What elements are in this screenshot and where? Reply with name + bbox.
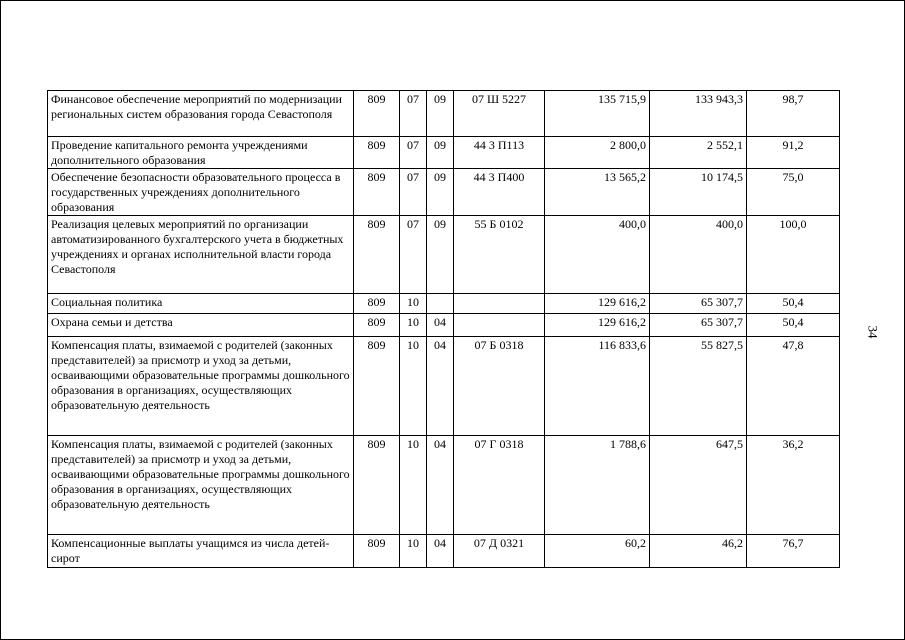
page-number: 34 xyxy=(865,325,881,339)
row-pct: 36,2 xyxy=(747,436,840,535)
row-pr: 04 xyxy=(427,314,454,337)
row-fact: 46,2 xyxy=(650,535,747,568)
table-row xyxy=(48,314,840,337)
row-pr: 04 xyxy=(427,436,454,535)
row-fact: 65 307,7 xyxy=(650,314,747,337)
table-row xyxy=(48,337,840,436)
row-pct: 50,4 xyxy=(747,294,840,314)
row-pct: 98,7 xyxy=(747,91,840,137)
row-pct: 47,8 xyxy=(747,337,840,436)
row-plan: 129 616,2 xyxy=(545,294,650,314)
row-vedom: 809 xyxy=(354,535,400,568)
row-pct: 91,2 xyxy=(747,137,840,169)
row-pr: 09 xyxy=(427,91,454,137)
row-name: Проведение капитального ремонта учреждениями дополнительного образования xyxy=(48,137,354,169)
row-vedom: 809 xyxy=(354,91,400,137)
row-rz: 07 xyxy=(400,169,427,216)
row-plan: 135 715,9 xyxy=(545,91,650,137)
row-name: Компенсация платы, взимаемой с родителей (законных представителей) за присмотр и уход за детьми, осваивающими образовательные программы дошкольного образования в организациях, осуществляющих образовательную деятельность xyxy=(48,337,354,436)
row-fact: 400,0 xyxy=(650,216,747,294)
row-fact: 55 827,5 xyxy=(650,337,747,436)
row-pr xyxy=(427,294,454,314)
row-csr: 55 Б 0102 xyxy=(454,216,545,294)
row-name: Реализация целевых мероприятий по организации автоматизированного бухгалтерского учета в бюджетных учреждениях и органах исполнительной власти города Севастополя xyxy=(48,216,354,294)
row-fact: 133 943,3 xyxy=(650,91,747,137)
row-pr: 09 xyxy=(427,137,454,169)
row-pct: 100,0 xyxy=(747,216,840,294)
row-plan: 1 788,6 xyxy=(545,436,650,535)
row-plan: 116 833,6 xyxy=(545,337,650,436)
row-name: Финансовое обеспечение мероприятий по модернизации региональных систем образования города Севастополя xyxy=(48,91,354,137)
row-vedom: 809 xyxy=(354,436,400,535)
row-fact: 10 174,5 xyxy=(650,169,747,216)
row-pct: 76,7 xyxy=(747,535,840,568)
row-vedom: 809 xyxy=(354,137,400,169)
table-row xyxy=(48,294,840,314)
row-rz: 10 xyxy=(400,314,427,337)
table-row xyxy=(48,216,840,294)
row-fact: 65 307,7 xyxy=(650,294,747,314)
row-name: Охрана семьи и детства xyxy=(48,314,354,337)
row-rz: 07 xyxy=(400,137,427,169)
row-rz: 10 xyxy=(400,535,427,568)
table-row xyxy=(48,91,840,137)
row-plan: 13 565,2 xyxy=(545,169,650,216)
row-rz: 07 xyxy=(400,91,427,137)
row-plan: 2 800,0 xyxy=(545,137,650,169)
row-csr: 07 Б 0318 xyxy=(454,337,545,436)
row-rz: 10 xyxy=(400,436,427,535)
row-plan: 129 616,2 xyxy=(545,314,650,337)
row-csr: 07 Ш 5227 xyxy=(454,91,545,137)
row-vedom: 809 xyxy=(354,169,400,216)
row-csr: 07 Д 0321 xyxy=(454,535,545,568)
row-name: Обеспечение безопасности образовательного процесса в государственных учреждениях дополнительного образования xyxy=(48,169,354,216)
row-pct: 75,0 xyxy=(747,169,840,216)
row-rz: 07 xyxy=(400,216,427,294)
table-row xyxy=(48,436,840,535)
row-csr xyxy=(454,314,545,337)
table-row xyxy=(48,169,840,216)
row-csr: 44 3 П400 xyxy=(454,169,545,216)
row-pr: 09 xyxy=(427,216,454,294)
row-fact: 2 552,1 xyxy=(650,137,747,169)
table-row xyxy=(48,137,840,169)
row-name: Компенсационные выплаты учащимся из числа детей-сирот xyxy=(48,535,354,568)
row-rz: 10 xyxy=(400,294,427,314)
row-rz: 10 xyxy=(400,337,427,436)
table-row xyxy=(48,535,840,568)
row-csr: 44 3 П113 xyxy=(454,137,545,169)
row-vedom: 809 xyxy=(354,314,400,337)
row-name: Социальная политика xyxy=(48,294,354,314)
row-vedom: 809 xyxy=(354,337,400,436)
row-fact: 647,5 xyxy=(650,436,747,535)
row-plan: 60,2 xyxy=(545,535,650,568)
row-pr: 04 xyxy=(427,337,454,436)
budget-table xyxy=(47,90,840,568)
row-csr: 07 Г 0318 xyxy=(454,436,545,535)
row-name: Компенсация платы, взимаемой с родителей (законных представителей) за присмотр и уход за детьми, осваивающими образовательные программы дошкольного образования в организациях, осуществляющих образовательную деятельность xyxy=(48,436,354,535)
row-pr: 09 xyxy=(427,169,454,216)
budget-table-body xyxy=(48,91,840,568)
row-pct: 50,4 xyxy=(747,314,840,337)
row-pr: 04 xyxy=(427,535,454,568)
row-csr xyxy=(454,294,545,314)
row-vedom: 809 xyxy=(354,216,400,294)
row-plan: 400,0 xyxy=(545,216,650,294)
row-vedom: 809 xyxy=(354,294,400,314)
